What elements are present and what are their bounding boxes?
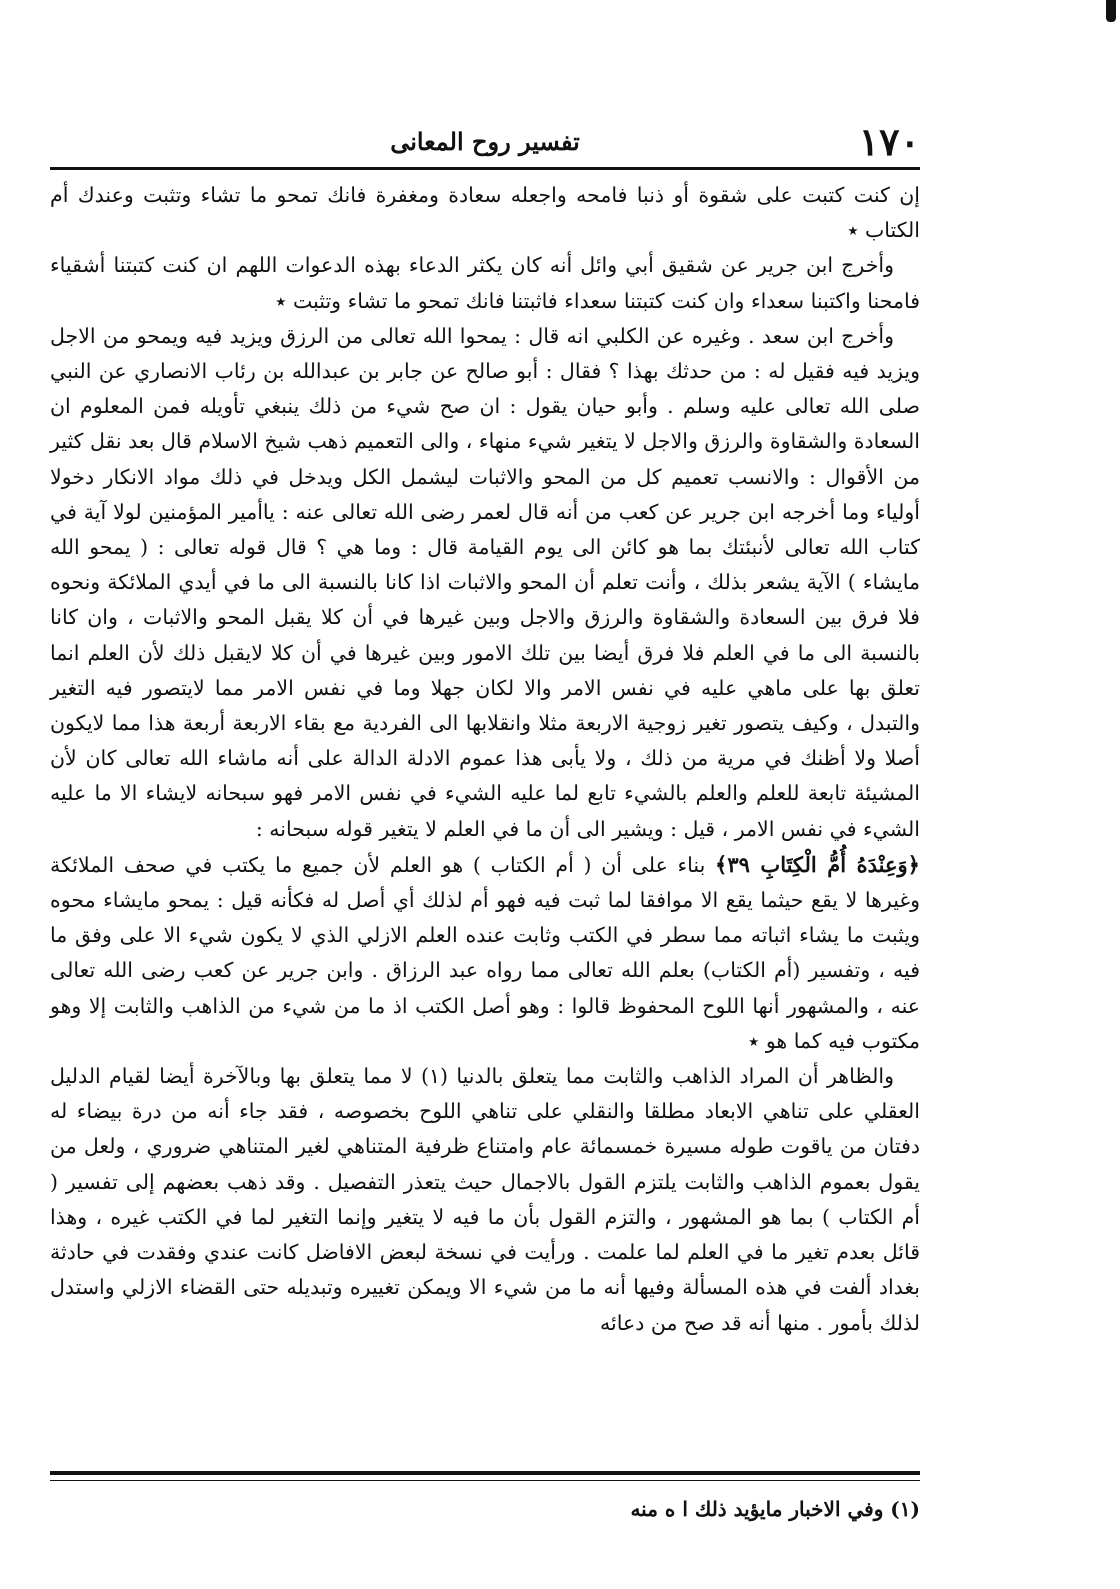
paragraph: والظاهر أن المراد الذاهب والثابت مما يتعلق بالدنيا (١) لا مما يتعلق بها وبالآخرة أيضا لقيام الدليل العقلي على تناهي الابعاد مطلقا والنقلي على تناهي اللوح بخصوصه ، فقد جاء أنه من درة بيضاء له دفتان من ياقوت طوله مسيرة خمسمائة عام وامتناع ظرفية المتناهي لغير المتناهي ضروري ، ولعل من يقول بعموم الذاهب والثابت يلتزم القول بالاجمال حيث يتعذر التفصيل . وقد ذهب بعضهم إلى تفسير ( أم الكتاب ) بما هو المشهور ، والتزم القول بأن ما فيه لا يتغير وإنما التغير لما في الكتب غيره ، وهذا قائل بعدم تغير ما في العلم لما علمت . ورأيت في نسخة لبعض الافاضل كانت عندي وفقدت في حادثة بغداد ألفت في هذه المسألة وفيها أنه ما من شيء الا ويمكن تغييره وتبديله حتى القضاء الازلي واستدل لذلك بأمور . منها أنه قد صح من دعائه (50, 1064, 920, 1335)
header-rule (50, 167, 920, 170)
footnote: (١) وفي الاخبار مايؤيد ذلك ا ه منه (630, 1497, 920, 1521)
paragraph: إن كنت كتبت على شقوة أو ذنبا فامحه واجعله سعادة ومغفرة فانك تمحو ما تشاء وتثبت وعندك أم الكتاب ٭ (50, 183, 920, 243)
paragraph (50, 847, 920, 1059)
page-header (50, 120, 920, 164)
paragraph: وأخرج ابن جرير عن شقيق أبي وائل أنه كان يكثر الدعاء بهذه الدعوات اللهم ان كنت كتبتنا أشقياء فامحنا واكتبنا سعداء وان كنت كتبتنا سعداء فاثبتنا فانك تمحو ما تشاء وتثبت ٭ (50, 253, 920, 313)
scan-mark (1106, 0, 1116, 22)
footnote-rule-thin (50, 1480, 920, 1481)
running-title: تفسير روح المعانى (390, 127, 580, 156)
paragraph-text: بناء على أن ( أم الكتاب ) هو العلم لأن جميع ما يكتب في صحف الملائكة وغيرها لا يقع حيثما يقع الا موافقا لما ثبت فيه فهو أم لذلك أي أصل له فكأنه قيل : يمحو مايشاء محوه ويثبت ما يشاء اثباته مما سطر في الكتب وثابت عنده العلم الازلي الذي لا يكون شيء الا على وفق ما فيه ، وتفسير (أم الكتاب) بعلم الله تعالى مما رواه عبد الرزاق . وابن جرير عن كعب رضى الله تعالى عنه ، والمشهور أنها اللوح المحفوظ قالوا : وهو أصل الكتب اذ ما من شيء من الذاهب والثابت إلا وهو مكتوب فيه كما هو ٭ (50, 852, 920, 1053)
page-number: ١٧٠ (858, 119, 920, 164)
footnote-rule (50, 1471, 920, 1475)
main-text (50, 178, 920, 1341)
paragraph: وأخرج ابن سعد . وغيره عن الكلبي انه قال : يمحوا الله تعالى من الرزق ويزيد فيه ويمحو من الاجل ويزيد فيه فقيل له : من حدثك بهذا ؟ فقال : أبو صالح عن جابر بن عبدالله بن رئاب الانصاري عن النبي صلى الله تعالى عليه وسلم . وأبو حيان يقول : ان صح شيء من ذلك ينبغي تأويله فمن المعلوم ان السعادة والشقاوة والرزق والاجل لا يتغير شيء منهاء ، والى التعميم ذهب شيخ الاسلام قال بعد نقل كثير من الأقوال : والانسب تعميم كل من المحو والاثبات ليشمل الكل ويدخل في ذلك مواد الانكار دخولا أولياء وما أخرجه ابن جرير عن كعب من أنه قال لعمر رضى الله تعالى عنه : ياأمير المؤمنين لولا آية في كتاب الله تعالى لأنبئتك بما هو كائن الى يوم القيامة قال : وما هي ؟ قال قوله تعالى : ( يمحو الله مايشاء ) الآية يشعر بذلك ، وأنت تعلم أن المحو والاثبات اذا كانا بالنسبة الى ما في أيدي الملائكة ونحوه فلا فرق بين السعادة والشقاوة والرزق والاجل وبين غيرها في أن كلا يقبل المحو والاثبات ، وان كانا بالنسبة الى ما في العلم فلا فرق أيضا بين تلك الامور وبين غيرها في أن كلا لايقبل ذلك لأن العلم انما تعلق بها على ماهي عليه في نفس الامر والا لكان جهلا وما في نفس الامر مما لايتصور فيه التغير والتبدل ، وكيف يتصور تغير زوجية الاربعة مثلا وانقلابها الى الفردية مع بقاء الاربعة أربعة هذا مما لايكون أصلا ولا أظنك في مرية من ذلك ، ولا يأبى هذا عموم الادلة الدالة على أنه ماشاء الله تعالى كان لأن المشيئة تابعة للعلم والعلم بالشيء تابع لما عليه الشيء في نفس الامر فهو سبحانه لايشاء الا ما عليه الشيء في نفس الامر ، قيل : ويشير الى أن ما في العلم لا يتغير قوله سبحانه : (50, 323, 920, 841)
quran-verse: ﴿وَعِنْدَهُ أُمُّ الْكِتَابِ ٣٩﴾ (715, 851, 920, 877)
